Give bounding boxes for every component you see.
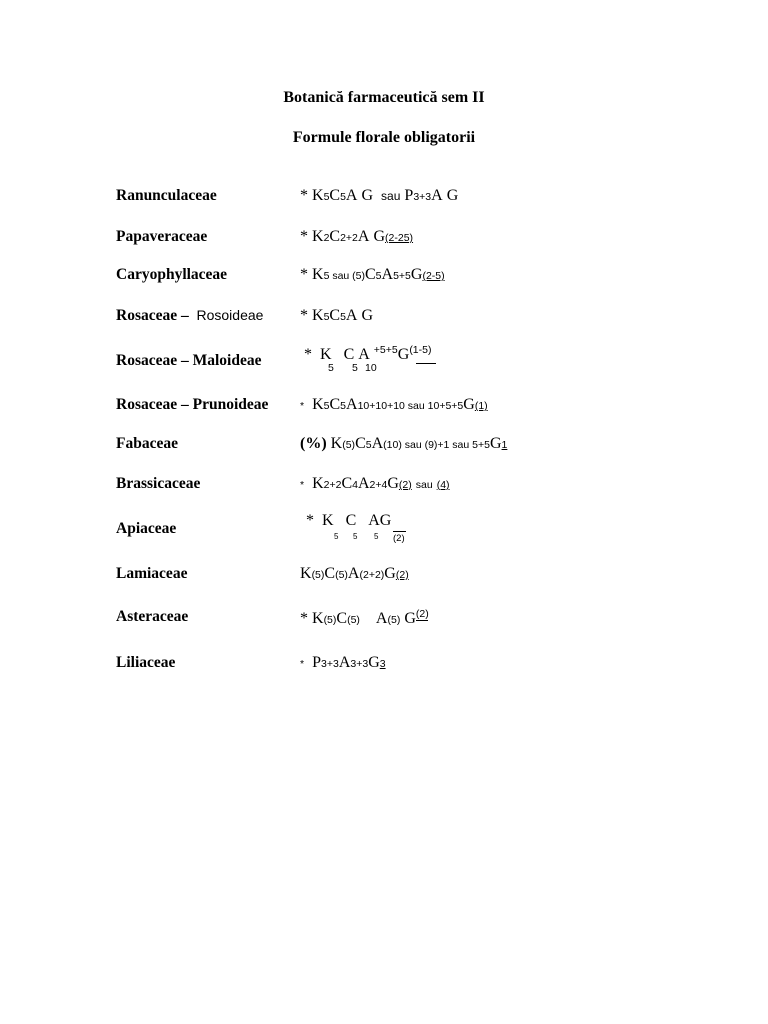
family-name: Ranunculaceae: [116, 187, 217, 204]
floral-formula: * K2C2+2A G(2-25): [300, 228, 414, 245]
underline-bar: [416, 363, 436, 364]
floral-formula: * K2+2C4A2+4G(2) sau (4): [300, 475, 450, 492]
family-name: Papaveraceae: [116, 228, 208, 245]
floral-formula: * P3+3A3+3G3: [300, 654, 386, 671]
floral-formula: K(5)C(5)A(2+2)G(2): [300, 565, 409, 582]
row-caryophyllaceae: [0, 266, 768, 296]
row-brassicaceae: [0, 475, 768, 505]
row-papaveraceae: [0, 228, 768, 258]
row-lamiaceae: [0, 565, 768, 595]
row-ranunculaceae: [0, 187, 768, 217]
family-name: Rosaceae – Rosoideae: [116, 307, 264, 324]
family-name: Liliaceae: [116, 654, 176, 671]
row-prunoideae: [0, 396, 768, 426]
floral-formula: * K(5)C(5) A(5) $G^{(2)}$: [300, 608, 429, 627]
row-rosoideae: [0, 307, 768, 337]
row-liliaceae: [0, 654, 768, 684]
floral-formula: * K5 sau (5)C5A5+5G(2-5): [300, 266, 445, 283]
underline-bar: [393, 531, 406, 532]
family-name: Brassicaceae: [116, 475, 201, 492]
underline-bar: [416, 620, 428, 621]
floral-formula: * K5C5A G sau P3+3A G: [300, 187, 459, 204]
family-name: Rosaceae – Maloideae: [116, 352, 262, 369]
family-name: Caryophyllaceae: [116, 266, 228, 283]
floral-formula: * K C A $^{+5+5}G^{(1-5)}$: [304, 344, 432, 363]
floral-formula: (%) K(5)C5A(10) sau (9)+1 sau 5+5G1: [300, 435, 508, 452]
family-name: Rosaceae – Prunoideae: [116, 396, 269, 413]
floral-formula: * K5C5A G: [300, 307, 374, 324]
row-apiaceae: Apiaceae * K C AG 5 5 5 (2): [116, 512, 405, 544]
row-fabaceae: [0, 435, 768, 465]
family-name: Lamiaceae: [116, 565, 188, 582]
page-title: Botanică farmaceutică sem II: [283, 89, 485, 106]
floral-formula: * K5C5A10+10+10 sau 10+5+5G(1): [300, 396, 488, 413]
row-asteraceae: [0, 608, 768, 638]
family-name: Asteraceae: [116, 608, 189, 625]
family-name: Apiaceae: [116, 520, 177, 537]
floral-formula: * K C AG: [306, 512, 392, 529]
family-name: Fabaceae: [116, 435, 178, 452]
row-maloideae: Rosaceae – Maloideae * K C A $^{+5+5}G^{(1-5)}$ 5 5 10: [0, 344, 768, 380]
page-subtitle: Formule florale obligatorii: [292, 129, 476, 146]
